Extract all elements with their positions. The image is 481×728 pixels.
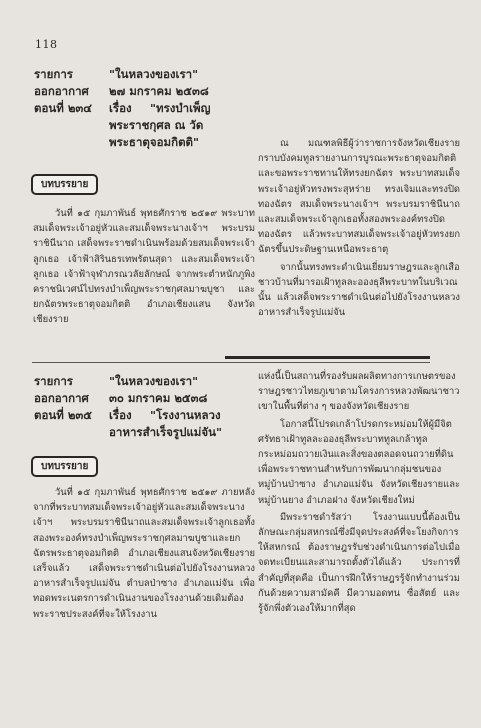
narration-badge: บทบรรยาย	[31, 456, 98, 477]
section-divider-thin	[32, 362, 430, 363]
title-line-1: "โรงงานหลวง	[150, 408, 221, 422]
aired-label: ออกอากาศ	[34, 391, 89, 405]
section-divider-thick	[225, 356, 430, 359]
narration-paragraph: วันที่ ๑๕ กุมภาพันธ์ พุทธศักราช ๒๕๑๙ พระบาทสมเด็จพระเจ้าอยู่หัวและสมเด็จพระนางเจ้าฯ พระบรมราชินีนาถ เสด็จพระราชดำเนินพร้อมด้วยสมเด็จพระเจ้าลูกเธอ เจ้าฟ้าสิรินธรเทพรัตนสุดา และสมเด็จพระเจ้าลูกเธอ เจ้าฟ้าจุฬาภรณวลัยลักษณ์ จากพระตำหนักภูพิงคราชนิเวศน์ไปทรงบำเพ็ญพระราชกุศลมาฆบูชา และยกฉัตรพระธาตุจอมกิตติ อำเภอเชียงแสน จังหวัดเชียงราย	[33, 208, 255, 326]
aired-value: ๓๐ มกราคม ๒๕๓๘	[109, 391, 208, 405]
narration-paragraph: แห่งนี้เป็นสถานที่รองรับผลผลิตทางการเกษตรของราษฎรชาวไทยภูเขาตามโครงการหลวงพัฒนาชาวเขาในพื้นที่ต่าง ๆ ของจังหวัดเชียงราย	[258, 371, 460, 413]
title-line-2: อาหารสำเร็จรูปแม่จัน"	[109, 425, 222, 439]
narration-paragraph: มีพระราชดำรัสว่า โรงงานแบบนี้ต้องเป็นลักษณะกลุ่มสหกรณ์ซึ่งมีจุดประสงค์ที่จะโยงกิจการให้สหกรณ์ ต้องราษฎรรับช่วงดำเนินการต่อไปเมื่อจดทะเบียนและสามารถตั้งตัวได้แล้ว ประการที่สำคัญที่สุดคือ เป็นการฝึกให้ราษฎรรู้จักทำงานร่วมกันด้วยความสามัคคี มีความอดทน ซื่อสัตย์ และรู้จักพึ่งตัวเองให้มากที่สุด	[258, 511, 460, 615]
program-label: รายการ	[34, 374, 73, 388]
program-value: "ในหลวงของเรา"	[109, 374, 199, 388]
narration-left-column	[33, 485, 255, 622]
episode-label: ตอนที่ ๒๓๔	[34, 101, 92, 115]
narration-paragraph: ณ มณฑลพิธีผู้ว่าราชการจังหวัดเชียงรายกราบบังคมทูลรายงานการบูรณะพระธาตุจอมกิตติ และขอพระราชทานให้ทรงยกฉัตร พระบาทสมเด็จพระเจ้าอยู่หัวทรงพระสุหร่าย ทรงเจิมและทรงปิดทองฉัตร สมเด็จพระนางเจ้าฯ พระบรมราชินีนาถ และสมเด็จพระเจ้าลูกเธอทั้งสองพระองค์ทรงปิดทองฉัตร แล้วพระบาทสมเด็จพระเจ้าอยู่หัวทรงยกฉัตรขึ้นประดิษฐานเหนือพระธาตุ	[258, 138, 460, 256]
program-label: รายการ	[34, 67, 73, 81]
title-line-1: "ทรงบำเพ็ญ	[150, 101, 211, 115]
program-value: "ในหลวงของเรา"	[109, 67, 199, 81]
page-number: 118	[35, 38, 58, 51]
narration-left-column	[33, 206, 255, 328]
narration-right-column	[258, 136, 460, 320]
title-line-3: พระธาตุจอมกิตติ"	[109, 135, 199, 149]
title-line-2: พระราชกุศล ณ วัด	[109, 118, 204, 132]
episode-label: ตอนที่ ๒๓๕	[34, 408, 92, 422]
narration-badge: บทบรรยาย	[31, 174, 98, 195]
title-prefix: เรื่อง	[109, 101, 132, 115]
aired-label: ออกอากาศ	[34, 84, 89, 98]
aired-value: ๒๗ มกราคม ๒๕๓๘	[109, 84, 209, 98]
narration-right-column	[258, 369, 460, 616]
title-prefix: เรื่อง	[109, 408, 132, 422]
narration-paragraph: โอกาสนี้โปรดเกล้าโปรดกระหม่อมให้ผู้มีจิตศรัทธาเฝ้าทูลละอองธุลีพระบาททูลเกล้าทูลกระหม่อมถวายเงินและสิ่งของตลอดจนถวายที่ดินเพื่อพระราชทานสำหรับการพัฒนากลุ่มชนของหมู่บ้านป่าซาง อำเภอแม่จัน จังหวัดเชียงรายและหมู่บ้านยาง อำเภอฝาง จังหวัดเชียงใหม่	[258, 418, 460, 506]
narration-paragraph: วันที่ ๑๕ กุมภาพันธ์ พุทธศักราช ๒๕๑๙ ภายหลังจากที่พระบาทสมเด็จพระเจ้าอยู่หัวและสมเด็จพระนางเจ้าฯ พระบรมราชินีนาถและสมเด็จพระเจ้าลูกเธอทั้งสองพระองค์ทรงบำเพ็ญพระราชกุศลมาฆบูชาและยกฉัตรพระธาตุจอมกิตติ อำเภอเชียงแสนจังหวัดเชียงรายเสร็จแล้ว เสด็จพระราชดำเนินต่อไปยังโรงงานหลวงอาหารสำเร็จรูปแม่จัน ตำบลป่าซาง อำเภอแม่จัน เพื่อทอดพระเนตรการดำเนินงานของโรงงานด้วยเดิมต้องพระราชประสงค์ที่จะให้โรงงาน	[33, 487, 255, 620]
narration-paragraph: จากนั้นทรงพระดำเนินเยี่ยมราษฎรและลูกเสือชาวบ้านที่มารอเฝ้าทูลละอองธุลีพระบาทในบริเวณนั้น แล้วเสด็จพระราชดำเนินต่อไปยังโรงงานหลวงอาหารสำเร็จรูปแม่จัน	[258, 261, 460, 319]
